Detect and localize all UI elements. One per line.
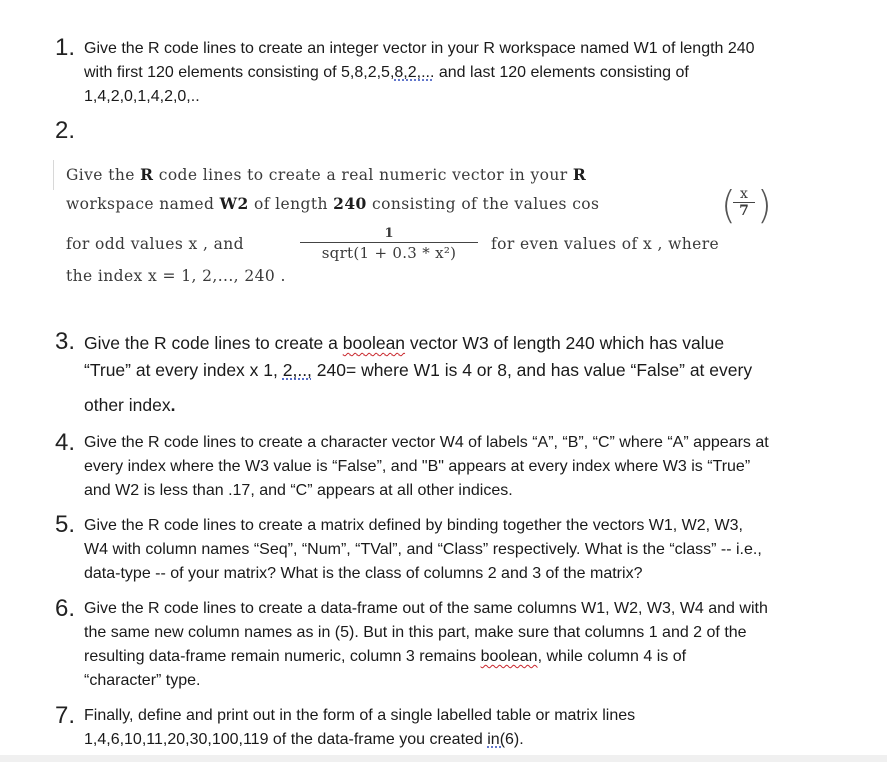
text-line: Give the R code lines to create an integer vector in your R workspace named W1 of length 240 <box>84 40 755 57</box>
text-line: data-type -- of your matrix? What is the class of columns 2 and 3 of the matrix? <box>84 565 643 582</box>
text-line: Give the R code lines to create a character vector W4 of labels “A”, “B”, “C” where “A” appears at <box>84 434 769 451</box>
question-number: 3. <box>55 328 76 355</box>
text-line: 1,4,2,0,1,4,2,0,.. <box>84 88 200 105</box>
sqrt-fraction: 1 sqrt(1 + 0.3 * x²) <box>300 226 478 263</box>
question-number: 6. <box>55 595 76 622</box>
text-line: with first 120 elements consisting of 5,8,2,5,8,2,... and last 120 elements consisting of <box>84 64 689 81</box>
spelling-flag: boolean <box>480 648 538 665</box>
question-text <box>84 330 814 419</box>
spelling-flag: boolean <box>342 333 406 353</box>
text-line: Give the R code lines to create a boolean vector W3 of length 240 which has value <box>84 333 725 353</box>
grammar-flag: 2,.., <box>282 360 312 380</box>
text-line: other index. <box>84 395 176 415</box>
left-paren: ( <box>721 183 736 227</box>
equation-text-line: for odd values x , and <box>66 235 244 253</box>
question-number: 2. <box>55 117 76 144</box>
equation-text-line: workspace named W2 of length 240 consisting of the values cos <box>66 194 600 213</box>
question-number: 7. <box>55 702 76 729</box>
equation-text-line: the index x = 1, 2,..., 240 . <box>66 267 286 285</box>
equation-text-line: for even values of x , where <box>491 235 720 253</box>
text-line: W4 with column names “Seq”, “Num”, “TVal”, and “Class” respectively. What is the “class” -- i.e., <box>84 541 762 558</box>
text-line: “True” at every index x 1, 2,.., 240= where W1 is 4 or 8, and has value “False” at every <box>84 360 753 380</box>
text-line: Give the R code lines to create a data-frame out of the same columns W1, W2, W3, W4 and with <box>84 600 768 617</box>
question-text <box>84 37 814 109</box>
grammar-flag: in( <box>487 731 506 748</box>
text-line: every index where the W3 value is “False”, and "B" appears at every index where W3 is “True” <box>84 458 751 475</box>
question-text <box>84 514 814 586</box>
question-number: 5. <box>55 511 76 538</box>
page-bottom-edge <box>0 755 887 762</box>
cos-fraction: $\frac{x}{7}$ <box>733 186 755 219</box>
equation-text-line: Give the R code lines to create a real numeric vector in your R <box>66 165 587 184</box>
text-line: “character” type. <box>84 672 201 689</box>
question-text <box>84 704 814 752</box>
text-line: and W2 is less than .17, and “C” appears at all other indices. <box>84 482 513 499</box>
text-line: Give the R code lines to create a matrix defined by binding together the vectors W1, W2, W3, <box>84 517 743 534</box>
question-text <box>84 597 814 693</box>
right-paren: ) <box>757 183 772 227</box>
question-number: 1. <box>55 34 76 61</box>
text-line: the same new column names as in (5). But in this part, make sure that columns 1 and 2 of the <box>84 624 747 641</box>
grammar-flag: 8,2,... <box>394 64 435 81</box>
question-text <box>84 431 814 503</box>
text-line: resulting data-frame remain numeric, column 3 remains boolean, while column 4 is of <box>84 648 687 665</box>
question-number: 4. <box>55 429 76 456</box>
equation-image-edge <box>53 160 54 190</box>
text-line: Finally, define and print out in the form of a single labelled table or matrix lines <box>84 707 636 724</box>
text-line: 1,4,6,10,11,20,30,100,119 of the data-frame you created in(6). <box>84 731 524 748</box>
